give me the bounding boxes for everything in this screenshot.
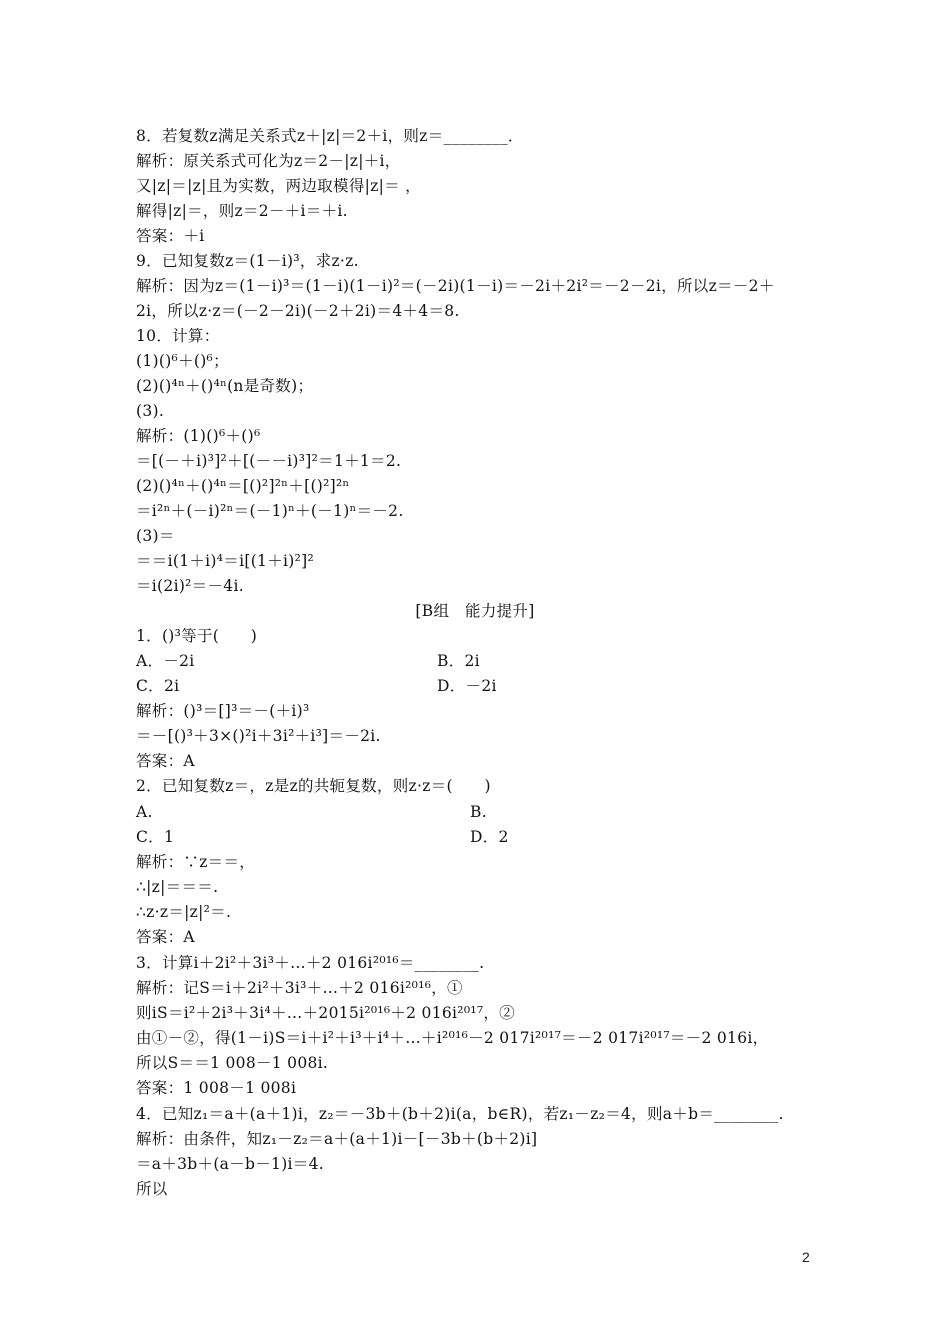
option-d: D．2: [470, 828, 509, 846]
solution-line: ＝[(－＋i)³]²＋[(－－i)³]²＝1＋1＝2.: [136, 452, 402, 470]
solution-line: ∴|z|＝＝＝.: [136, 878, 219, 896]
solution-line: (2)()⁴ⁿ＋()⁴ⁿ＝[()²]²ⁿ＋[()²]²ⁿ: [136, 477, 350, 495]
solution-line: ＝i²ⁿ＋(－i)²ⁿ＝(－1)ⁿ＋(－1)ⁿ＝－2.: [136, 502, 404, 520]
problem-4-question: 4．已知z₁＝a＋(a＋1)i，z₂＝－3b＋(b＋2)i(a，b∈R)，若z₁－z₂＝4，则a＋b＝________.: [136, 1105, 784, 1123]
option-b: B.: [470, 803, 487, 821]
problem-3-question: 3．计算i＋2i²＋3i³＋…＋2 016i²⁰¹⁶＝________.: [136, 954, 485, 972]
option-a: A.: [136, 803, 153, 821]
solution-line: 解析：由条件，知z₁－z₂＝a＋(a＋1)i－[－3b＋(b＋2)i]: [136, 1130, 538, 1148]
answer-line: 答案：A: [136, 752, 195, 770]
solution-line: 解析：记S＝i＋2i²＋3i³＋…＋2 016i²⁰¹⁶，①: [136, 979, 463, 997]
problem-10-question: 10．计算：: [136, 327, 220, 345]
problem-9-question: 9．已知复数z＝(1－i)³，求z·z.: [136, 252, 359, 270]
solution-line: 则iS＝i²＋2i³＋3i⁴＋…＋2015i²⁰¹⁶＋2 016i²⁰¹⁷，②: [136, 1004, 515, 1022]
sub-question: (2)()⁴ⁿ＋()⁴ⁿ(n是奇数)；: [136, 377, 314, 395]
solution-line: ＝a＋3b＋(a－b－1)i＝4.: [136, 1155, 324, 1173]
answer-line: 答案：A: [136, 928, 195, 946]
solution-line: ∴z·z＝|z|²＝.: [136, 903, 232, 921]
page-number: 2: [802, 1249, 810, 1265]
option-a: A．－2i: [136, 652, 195, 670]
solution-line: 解析：∵z＝＝，: [136, 853, 256, 871]
problem-8-question: 8．若复数z满足关系式z＋|z|＝2＋i，则z＝________．: [136, 127, 524, 145]
solution-line: ＝i(2i)²＝－4i.: [136, 577, 244, 595]
solution-line: 解析：因为z＝(1－i)³＝(1－i)(1－i)²＝(－2i)(1－i)＝－2i＋2i²＝－2－2i，所以z＝－2＋: [136, 277, 775, 295]
answer-line: 答案：＋i: [136, 227, 205, 245]
problem-1-question: 1．()³等于( ): [136, 627, 258, 645]
option-c: C．2i: [136, 677, 180, 695]
section-heading: [B组 能力提升]: [415, 602, 535, 620]
solution-line: 解析：(1)()⁶＋()⁶: [136, 427, 261, 445]
solution-line: 解得|z|＝，则z＝2－＋i＝＋i.: [136, 202, 348, 220]
option-d: D．－2i: [437, 677, 497, 695]
solution-line: 由①－②，得(1－i)S＝i＋i²＋i³＋i⁴＋…＋i²⁰¹⁶－2 017i²⁰¹⁷＝－2 017i²⁰¹⁷＝－2 016i，: [136, 1029, 769, 1047]
problem-2-question: 2．已知复数z＝，z是z的共轭复数，则z·z＝( ): [136, 777, 491, 795]
solution-line: 所以: [136, 1180, 168, 1198]
solution-line: 所以S＝＝1 008－1 008i.: [136, 1054, 329, 1072]
sub-question: (3).: [136, 402, 165, 420]
solution-line: 解析：()³＝[]³＝－(＋i)³: [136, 702, 310, 720]
solution-line: ＝－[()³＋3×()²i＋3i²＋i³]＝－2i.: [136, 727, 381, 745]
solution-line: 又|z|＝|z|且为实数，两边取模得|z|＝ ，: [136, 177, 421, 195]
solution-line: 2i，所以z·z＝(－2－2i)(－2＋2i)＝4＋4＝8.: [136, 302, 460, 320]
solution-line: 解析：原关系式可化为z＝2－|z|＋i，: [136, 152, 401, 170]
solution-line: (3)＝: [136, 527, 175, 545]
solution-line: ＝＝i(1＋i)⁴＝i[(1＋i)²]²: [136, 552, 314, 570]
answer-line: 答案：1 008－1 008i: [136, 1079, 297, 1097]
option-b: B．2i: [437, 652, 480, 670]
sub-question: (1)()⁶＋()⁶；: [136, 352, 229, 370]
option-c: C．1: [136, 828, 175, 846]
